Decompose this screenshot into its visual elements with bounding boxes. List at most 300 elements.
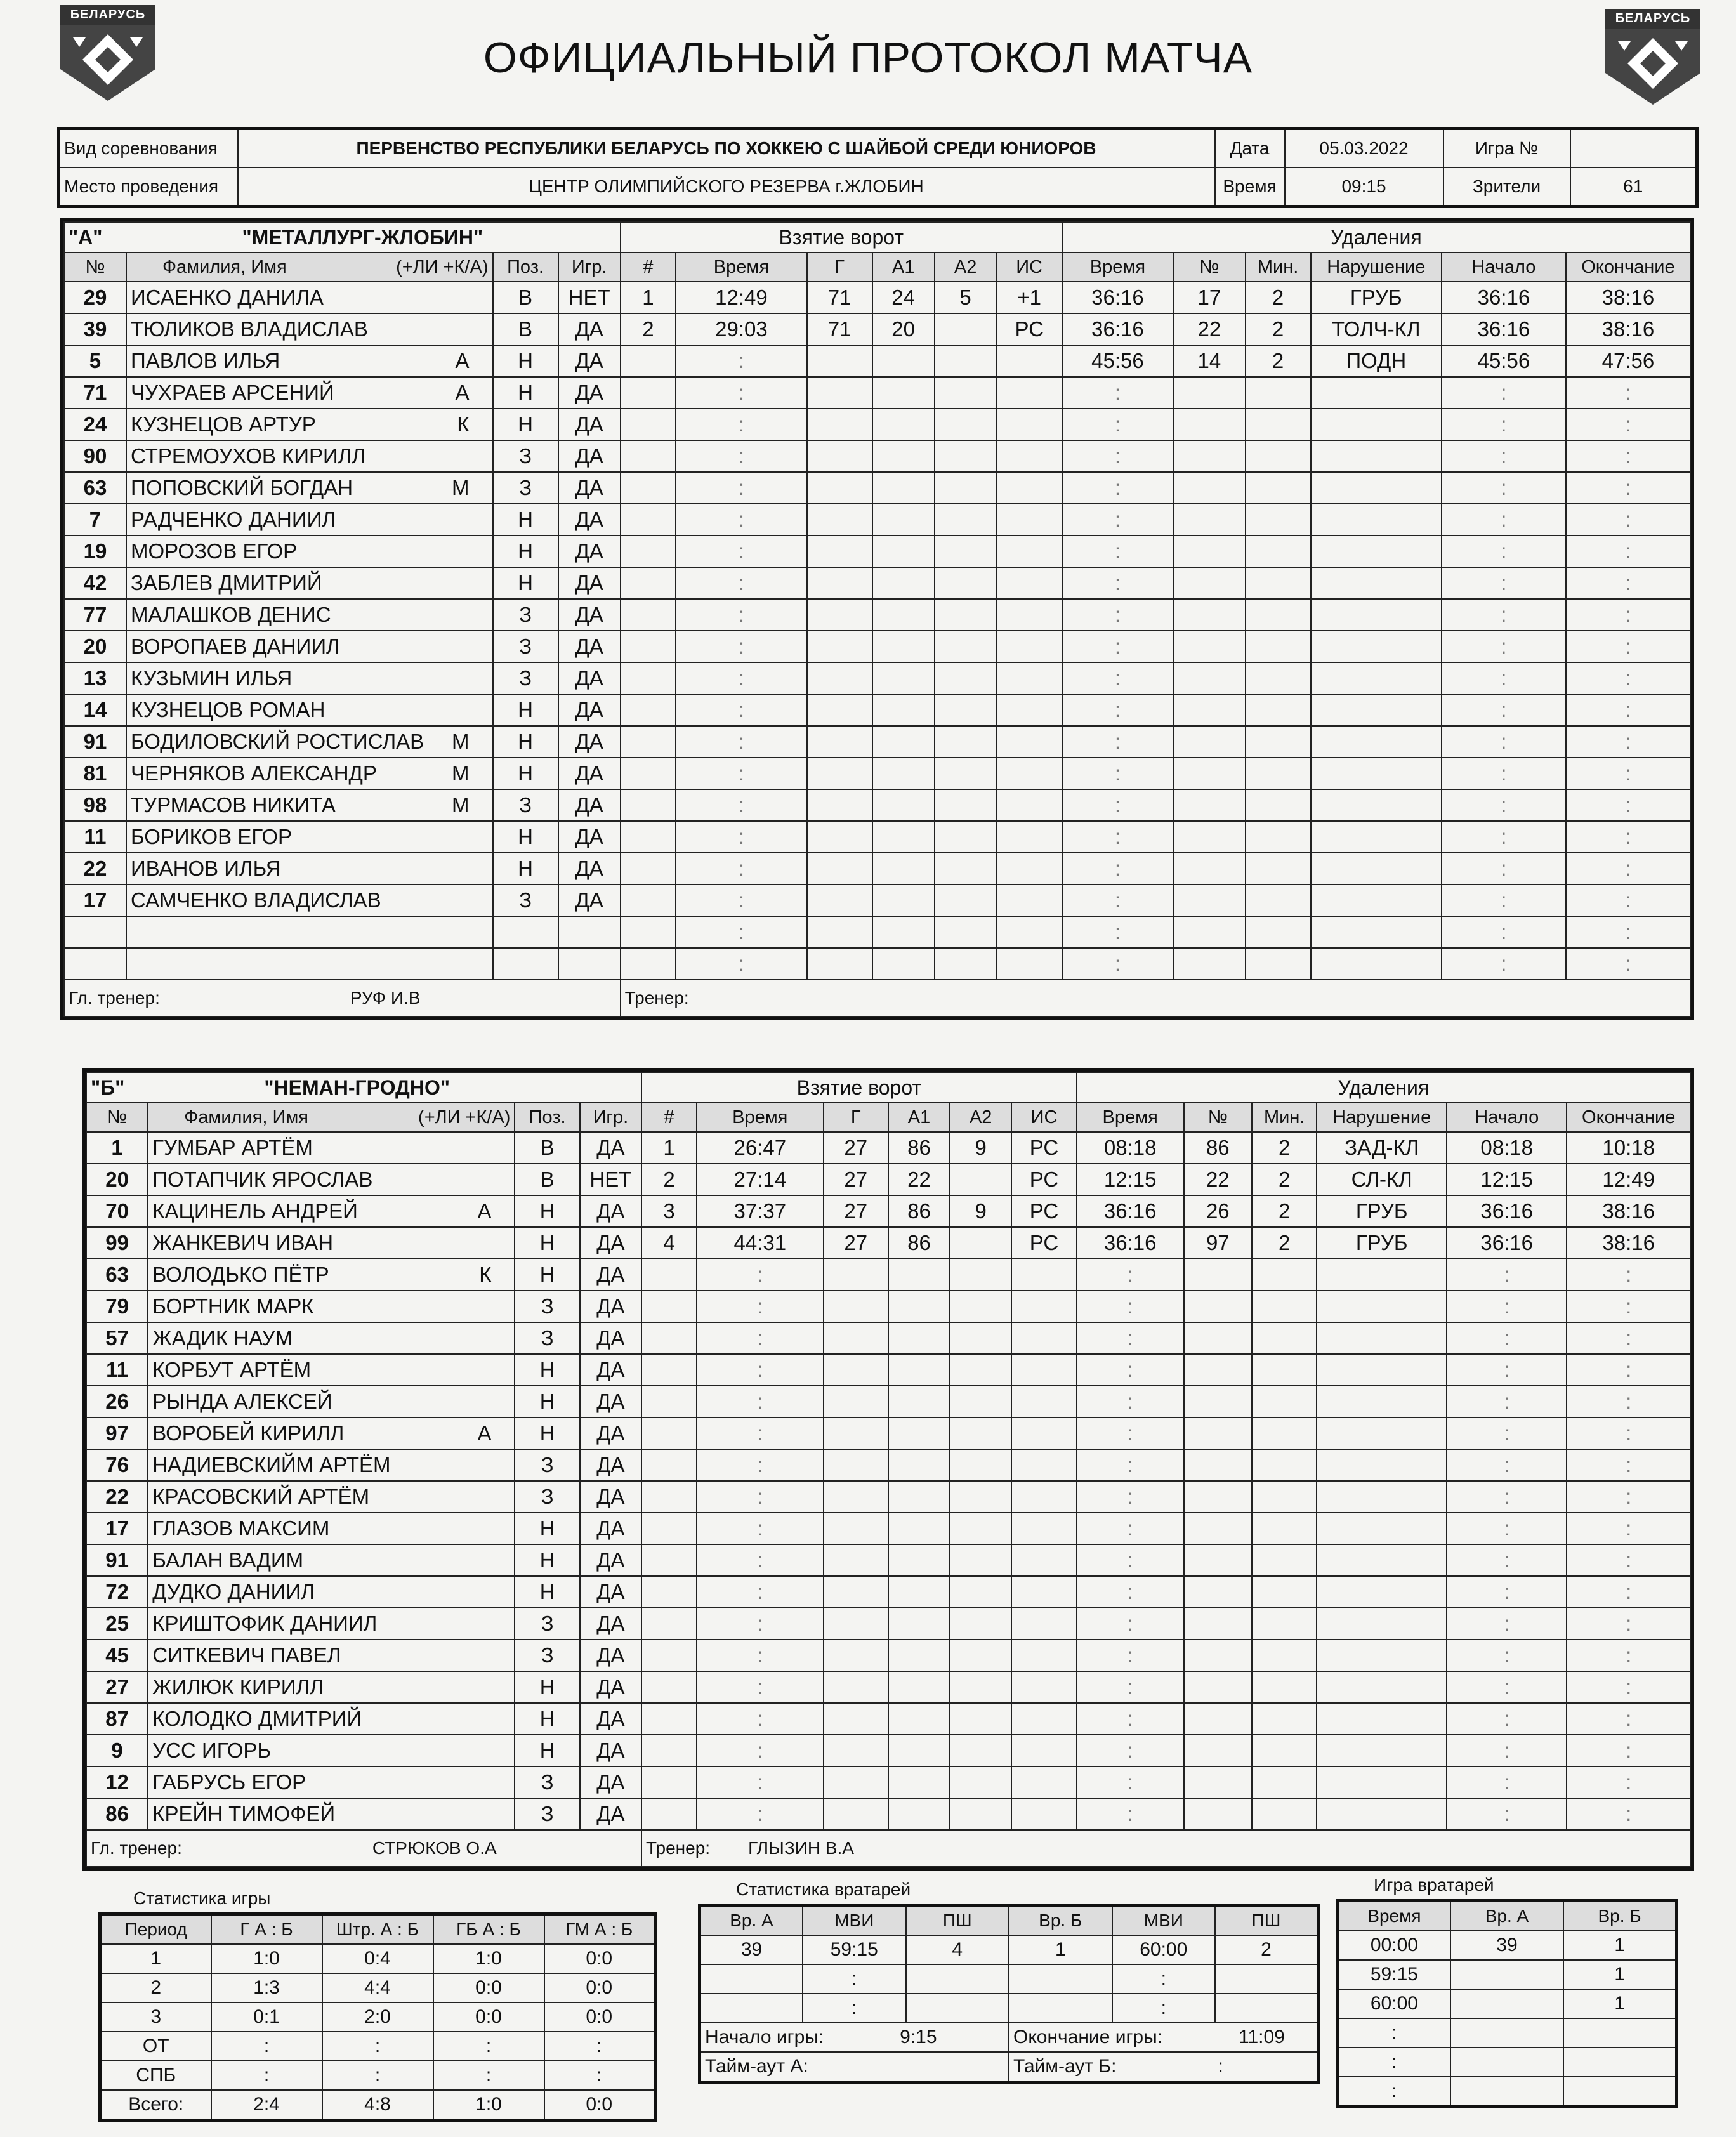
goal-empty [807, 440, 872, 472]
penalty-violation [1311, 948, 1442, 980]
player-name-text: КУЗНЕЦОВ РОМАН [130, 698, 326, 721]
goal-empty [807, 884, 872, 916]
player-played: ДА [580, 1195, 641, 1227]
player-played: ДА [580, 1481, 641, 1513]
penalty-violation [1317, 1322, 1447, 1354]
player-played: ДА [558, 884, 621, 916]
player-row [86, 1291, 1690, 1322]
goal-empty [807, 789, 872, 821]
player-played: ДА [558, 662, 621, 694]
player-name-text: ВОЛОДЬКО ПЁТР [152, 1263, 329, 1286]
goal-empty [872, 409, 935, 440]
goalie-game-table [1336, 1899, 1678, 2108]
goal-time: 29:03 [676, 313, 806, 345]
penalty-end: : [1567, 1449, 1690, 1481]
penalty-violation [1311, 789, 1442, 821]
player-name [126, 662, 493, 694]
goal-empty [872, 472, 935, 504]
player-name [148, 1608, 515, 1640]
stats-header: Г А : Б [211, 1914, 322, 1945]
stats-cell: 0:1 [211, 2002, 322, 2032]
penalty-start: : [1447, 1544, 1567, 1576]
penalty-no [1173, 662, 1245, 694]
goal-n [621, 345, 676, 377]
stats-cell [906, 1994, 1009, 2023]
penalty-start: : [1442, 694, 1566, 726]
penalty-time: : [1062, 853, 1173, 884]
goal-empty [824, 1766, 888, 1798]
goal-empty [888, 1766, 950, 1798]
penalty-time: : [1062, 726, 1173, 758]
goal-empty [807, 758, 872, 789]
goal-empty [824, 1671, 888, 1703]
col-a1: А1 [872, 253, 935, 282]
stats-cell: : [322, 2061, 433, 2090]
player-played: ДА [580, 1322, 641, 1354]
penalty-start: : [1442, 726, 1566, 758]
goal-n [641, 1640, 697, 1671]
player-name-text: БАЛАН ВАДИМ [152, 1548, 304, 1572]
player-played: ДА [558, 472, 621, 504]
player-row [86, 1449, 1690, 1481]
player-row [64, 377, 1690, 409]
player-played: ДА [558, 504, 621, 536]
goal-empty [824, 1417, 888, 1449]
stats-cell [1563, 2018, 1676, 2048]
col-pos: Поз. [493, 253, 558, 282]
goals-header: Взятие ворот [621, 222, 1062, 253]
stats-row [100, 2002, 655, 2032]
goal-empty [872, 694, 935, 726]
penalty-min [1252, 1322, 1317, 1354]
penalty-violation [1311, 377, 1442, 409]
penalty-min [1246, 440, 1311, 472]
player-position: Н [493, 504, 558, 536]
col-time: Время [1077, 1103, 1184, 1132]
game-end [1009, 2023, 1318, 2052]
coach-row [64, 980, 1690, 1016]
penalty-no [1173, 789, 1245, 821]
player-name-text: ТУРМАСОВ НИКИТА [130, 793, 336, 817]
penalty-start: : [1442, 789, 1566, 821]
goalie-stats-table [698, 1904, 1320, 2084]
player-position: Н [493, 345, 558, 377]
player-name [148, 1132, 515, 1164]
penalty-time: : [1062, 789, 1173, 821]
goal-empty [872, 599, 935, 631]
goal-empty [935, 853, 997, 884]
penalty-no [1173, 726, 1245, 758]
goal-empty [997, 694, 1062, 726]
player-position: З [515, 1449, 579, 1481]
player-position: З [515, 1798, 579, 1830]
goal-empty [997, 916, 1062, 948]
goal-empty [935, 409, 997, 440]
goal-empty [1011, 1544, 1076, 1576]
stats-cell: 2 [1215, 1935, 1318, 1964]
col-pn: № [1184, 1103, 1252, 1132]
stats-row [100, 2032, 655, 2061]
goal-empty [888, 1513, 950, 1544]
penalty-end: : [1567, 1513, 1690, 1544]
goal-time: : [676, 345, 806, 377]
goalie-stats [698, 1879, 1320, 2084]
player-name [148, 1449, 515, 1481]
stats-cell: Всего: [100, 2090, 211, 2121]
goal-n [621, 758, 676, 789]
goal-empty [807, 631, 872, 662]
penalty-violation [1311, 884, 1442, 916]
player-played: ДА [580, 1449, 641, 1481]
player-mark: К [479, 1263, 492, 1286]
penalty-min [1246, 916, 1311, 948]
col-li-ka-label: (+ЛИ +К/А) [396, 256, 489, 277]
goal-empty [950, 1354, 1011, 1386]
goal-empty [807, 472, 872, 504]
goal-empty [888, 1291, 950, 1322]
player-number: 20 [86, 1164, 148, 1195]
goal-empty [824, 1449, 888, 1481]
penalty-no [1184, 1449, 1252, 1481]
goal-empty [950, 1513, 1011, 1544]
penalty-time: : [1062, 758, 1173, 789]
goal-empty [872, 440, 935, 472]
game-label: Игра № [1443, 129, 1570, 168]
player-row [64, 884, 1690, 916]
player-row [64, 313, 1690, 345]
game-end-label: Окончание игры: [1013, 2027, 1162, 2048]
col-g: Г [807, 253, 872, 282]
penalty-min [1252, 1417, 1317, 1449]
goal-empty [997, 377, 1062, 409]
penalty-time: : [1062, 821, 1173, 853]
player-row [86, 1703, 1690, 1735]
player-name-text: ГЛАЗОВ МАКСИМ [152, 1516, 330, 1540]
player-played: ДА [580, 1513, 641, 1544]
penalty-violation: ЗАД-КЛ [1317, 1132, 1447, 1164]
col-number: № [64, 253, 126, 282]
player-number: 11 [86, 1354, 148, 1386]
penalty-end: : [1566, 662, 1690, 694]
penalty-min: 2 [1252, 1132, 1317, 1164]
goal-time: : [676, 758, 806, 789]
goal-a2 [950, 1164, 1011, 1195]
player-name-text: ГУМБАР АРТЁМ [152, 1136, 313, 1159]
goal-is: РС [1011, 1227, 1076, 1259]
player-name [148, 1735, 515, 1766]
goal-empty [1011, 1417, 1076, 1449]
venue-label: Место проведения [59, 168, 238, 207]
player-name [126, 504, 493, 536]
penalty-time: : [1077, 1449, 1184, 1481]
penalty-min [1252, 1608, 1317, 1640]
goal-time: 26:47 [697, 1132, 824, 1164]
stats-cell: 0:0 [433, 2002, 544, 2032]
goal-n [641, 1291, 697, 1322]
player-played: ДА [580, 1227, 641, 1259]
goal-n [621, 916, 676, 948]
penalty-time: 36:16 [1062, 313, 1173, 345]
player-position: З [515, 1608, 579, 1640]
penalty-start: : [1447, 1608, 1567, 1640]
goal-empty [824, 1703, 888, 1735]
player-played: ДА [580, 1671, 641, 1703]
goal-time: : [697, 1449, 824, 1481]
date-value: 05.03.2022 [1285, 129, 1443, 168]
goal-time: : [697, 1766, 824, 1798]
section-title-row [64, 222, 1690, 253]
stats-cell [1450, 2077, 1563, 2107]
player-name [148, 1576, 515, 1608]
penalty-time: : [1062, 536, 1173, 567]
penalty-start: : [1447, 1576, 1567, 1608]
goal-empty [950, 1640, 1011, 1671]
player-name-text: ПАВЛОВ ИЛЬЯ [130, 349, 280, 372]
column-header-row [64, 253, 1690, 282]
timeout-b-label: Тайм-аут Б: [1013, 2056, 1117, 2077]
head-coach-name: СТРЮКОВ О.А [372, 1838, 497, 1858]
goal-time: : [676, 662, 806, 694]
goal-n [621, 821, 676, 853]
penalty-start: 36:16 [1442, 313, 1566, 345]
goal-n [621, 662, 676, 694]
goal-empty [807, 377, 872, 409]
goalie-game-title: Игра вратарей [1374, 1875, 1494, 1895]
coach-label: Тренер: [624, 988, 689, 1008]
stats-cell [1450, 2048, 1563, 2077]
player-position: З [515, 1766, 579, 1798]
goal-n [641, 1544, 697, 1576]
penalty-end: : [1567, 1576, 1690, 1608]
goal-empty [935, 662, 997, 694]
player-number: 72 [86, 1576, 148, 1608]
penalty-end: 38:16 [1567, 1195, 1690, 1227]
player-row [64, 409, 1690, 440]
goal-empty [807, 726, 872, 758]
stats-header: ПШ [1215, 1905, 1318, 1936]
head-coach-name: РУФ И.В [350, 988, 421, 1008]
goal-n: 3 [641, 1195, 697, 1227]
player-name [148, 1671, 515, 1703]
game-start-value: 9:15 [900, 2027, 937, 2048]
col-violation: Нарушение [1311, 253, 1442, 282]
goal-a2 [950, 1227, 1011, 1259]
col-a2: А2 [935, 253, 997, 282]
player-position: Н [493, 694, 558, 726]
goal-empty [950, 1259, 1011, 1291]
player-number: 90 [64, 440, 126, 472]
player-position: Н [493, 853, 558, 884]
penalty-min: 2 [1252, 1164, 1317, 1195]
penalty-end: : [1566, 536, 1690, 567]
player-name-text: РАДЧЕНКО ДАНИИЛ [130, 508, 336, 531]
penalty-no [1184, 1354, 1252, 1386]
goal-time: : [697, 1735, 824, 1766]
goal-time: 37:37 [697, 1195, 824, 1227]
player-position: Н [515, 1576, 579, 1608]
goals-header: Взятие ворот [641, 1072, 1077, 1103]
goal-empty [997, 345, 1062, 377]
goal-empty [888, 1544, 950, 1576]
penalty-end: : [1566, 821, 1690, 853]
team-title [86, 1072, 641, 1103]
penalty-end: : [1566, 409, 1690, 440]
player-position: В [515, 1164, 579, 1195]
goal-empty [888, 1481, 950, 1513]
penalty-no [1184, 1798, 1252, 1830]
player-row [64, 282, 1690, 313]
player-mark: А [477, 1199, 492, 1223]
player-name [148, 1798, 515, 1830]
date-label: Дата [1215, 129, 1285, 168]
penalty-no [1184, 1703, 1252, 1735]
goal-g: 71 [807, 313, 872, 345]
stats-cell [700, 1964, 803, 1994]
penalty-start: : [1442, 504, 1566, 536]
stats-row [100, 1973, 655, 2002]
goal-time: : [697, 1417, 824, 1449]
player-row [86, 1164, 1690, 1195]
penalty-violation: ГРУБ [1317, 1227, 1447, 1259]
penalty-end: : [1566, 853, 1690, 884]
stats-header: ГМ А : Б [544, 1914, 655, 1945]
player-name-text: БОРТНИК МАРК [152, 1294, 314, 1318]
penalty-no [1184, 1291, 1252, 1322]
penalty-start: : [1442, 884, 1566, 916]
penalty-min: 2 [1246, 282, 1311, 313]
goal-empty [888, 1798, 950, 1830]
player-name-text: МОРОЗОВ ЕГОР [130, 539, 298, 563]
goal-empty [807, 504, 872, 536]
player-name [148, 1227, 515, 1259]
player-name [148, 1640, 515, 1671]
penalty-time: : [1062, 599, 1173, 631]
goal-empty [935, 536, 997, 567]
player-number [64, 948, 126, 980]
player-row [86, 1576, 1690, 1608]
goal-empty [824, 1640, 888, 1671]
penalty-no [1173, 948, 1245, 980]
goal-n [621, 599, 676, 631]
player-name [126, 631, 493, 662]
coach-row [86, 1830, 1690, 1867]
stats-cell: : [1112, 1994, 1216, 2023]
player-position: Н [493, 536, 558, 567]
player-name-text: КУЗНЕЦОВ АРТУР [130, 412, 316, 436]
penalty-min [1246, 789, 1311, 821]
penalty-start: : [1442, 377, 1566, 409]
player-position: Н [515, 1386, 579, 1417]
stats-row [1338, 1960, 1677, 1989]
stats-cell [1450, 1989, 1563, 2018]
player-played: ДА [580, 1640, 641, 1671]
penalty-no [1173, 377, 1245, 409]
col-g: Г [824, 1103, 888, 1132]
penalty-no [1184, 1671, 1252, 1703]
competition-value: ПЕРВЕНСТВО РЕСПУБЛИКИ БЕЛАРУСЬ ПО ХОККЕЮ С ШАЙБОЙ СРЕДИ ЮНИОРОВ [238, 129, 1215, 168]
goal-empty [950, 1798, 1011, 1830]
column-header-row [86, 1103, 1690, 1132]
player-position [493, 916, 558, 948]
stats-cell: 59:15 [803, 1935, 906, 1964]
goal-is: РС [997, 313, 1062, 345]
timeout-a-label: Тайм-аут А: [705, 2056, 808, 2077]
head-coach [86, 1830, 641, 1867]
team-b-rows [86, 1072, 1690, 1867]
penalty-end: : [1567, 1798, 1690, 1830]
player-played: ДА [580, 1417, 641, 1449]
stats-cell: 1:0 [211, 1944, 322, 1973]
penalty-violation [1311, 567, 1442, 599]
goal-empty [807, 599, 872, 631]
player-played: ДА [558, 313, 621, 345]
goal-n [641, 1386, 697, 1417]
goal-empty [888, 1608, 950, 1640]
penalty-start: : [1442, 631, 1566, 662]
stats-cell: : [433, 2032, 544, 2061]
player-row [86, 1513, 1690, 1544]
goal-empty [1011, 1291, 1076, 1322]
goalie-stats-title: Статистика вратарей [736, 1879, 911, 1899]
player-position: В [515, 1132, 579, 1164]
penalty-time: : [1077, 1354, 1184, 1386]
goal-empty [935, 821, 997, 853]
player-name-text: ЖАНКЕВИЧ ИВАН [152, 1231, 334, 1254]
col-start: Начало [1442, 253, 1566, 282]
head-coach [64, 980, 621, 1016]
player-row [64, 694, 1690, 726]
goal-n: 1 [641, 1132, 697, 1164]
stats-row [1338, 2048, 1677, 2077]
penalty-end: : [1567, 1544, 1690, 1576]
player-row [64, 948, 1690, 980]
col-a2: А2 [950, 1103, 1011, 1132]
penalty-no [1173, 409, 1245, 440]
player-name [126, 536, 493, 567]
goal-empty [950, 1481, 1011, 1513]
goal-empty [935, 916, 997, 948]
goal-empty [888, 1386, 950, 1417]
player-number: 79 [86, 1291, 148, 1322]
goal-empty [888, 1671, 950, 1703]
coach [621, 980, 1690, 1016]
goal-empty [1011, 1386, 1076, 1417]
penalty-no [1173, 599, 1245, 631]
stats-cell: 0:4 [322, 1944, 433, 1973]
player-number: 71 [64, 377, 126, 409]
penalty-end: 10:18 [1567, 1132, 1690, 1164]
player-name [126, 472, 493, 504]
goal-empty [997, 631, 1062, 662]
col-time: Время [676, 253, 806, 282]
team-letter: "А" [69, 225, 103, 249]
team-a-section [60, 218, 1694, 1020]
player-name [148, 1513, 515, 1544]
game-time-row [700, 2023, 1318, 2052]
timeout-b-value: : [1218, 2056, 1223, 2077]
stats-cell: : [1338, 2048, 1450, 2077]
goal-is: РС [1011, 1132, 1076, 1164]
stats-cell [700, 1994, 803, 2023]
team-b-section [82, 1068, 1694, 1871]
penalty-time: : [1062, 504, 1173, 536]
coach [641, 1830, 1690, 1867]
goal-n: 1 [621, 282, 676, 313]
stats-cell: 2:4 [211, 2090, 322, 2121]
goal-n [621, 440, 676, 472]
player-position: З [493, 440, 558, 472]
player-played: ДА [580, 1608, 641, 1640]
